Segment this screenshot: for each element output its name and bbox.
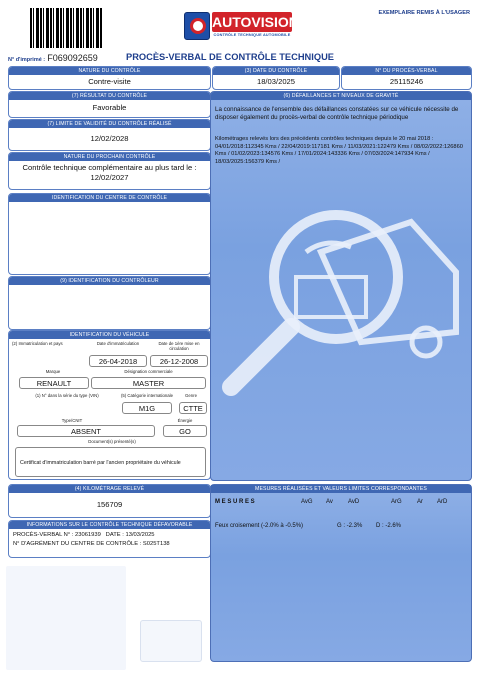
stamp-area [6, 566, 126, 670]
next-control-line2: 12/02/2027 [90, 173, 129, 182]
date-first-label: Date de 1ère mise en circulation [158, 341, 200, 351]
logo-subtext: CONTRÔLE TECHNIQUE AUTOMOBILE [213, 33, 291, 37]
measures-row-g: G : -2.3% [337, 523, 363, 529]
autovision-logo [184, 12, 299, 42]
measures-col-avd: AvD [348, 499, 360, 505]
vehicle-box [8, 330, 211, 480]
measures-col-avg: AvG [301, 499, 313, 505]
centre-label: IDENTIFICATION DU CENTRE DE CONTRÔLE [9, 194, 210, 202]
energy-field: GO [163, 425, 207, 437]
genre-field: CTTE [179, 402, 207, 414]
measures-col-ar: Ar [417, 499, 423, 505]
logo-text: AUTOVISION [212, 14, 299, 30]
date-value: 18/03/2025 [256, 77, 295, 86]
brand-field: RENAULT [19, 377, 89, 389]
category-label: (5) Catégorie internationale [120, 393, 174, 398]
printed-label: N° d'imprimé : [8, 57, 46, 63]
defects-label: (6) DÉFAILLANCES ET NIVEAUX DE GRAVITÉ [211, 92, 471, 100]
docs-value: Certificat d'immatriculation barré par l'ancien propriétaire du véhicule [20, 460, 181, 466]
nature-box [8, 66, 211, 90]
energy-label: Énergie [177, 418, 193, 423]
type-field: ABSENT [17, 425, 155, 437]
mileage-value: 156709 [96, 500, 123, 509]
date-first-field: 26-12-2008 [150, 355, 208, 367]
controller-box [8, 276, 211, 330]
type-label: Type/CNIT [61, 418, 83, 423]
signature-area [140, 620, 202, 662]
printed-number-row [8, 53, 98, 63]
measures-row-d: D : -2.6% [376, 523, 402, 529]
category-field: M1G [122, 402, 172, 414]
model-field: MASTER [91, 377, 206, 389]
vin-label: (1) N° dans la série du type (VIN) [35, 393, 99, 398]
printed-number: F069092659 [47, 53, 98, 63]
measures-col-av: Av [326, 499, 333, 505]
measures-col-arg: ArG [391, 499, 402, 505]
model-label: Désignation commerciale [124, 369, 173, 374]
nature-label: NATURE DU CONTRÔLE [9, 67, 210, 75]
unfavorable-line2: N° D'AGRÉMENT DU CENTRE DE CONTRÔLE : S025T138 [13, 541, 170, 547]
unfavorable-box [8, 520, 211, 558]
docs-label: Document(s) présenté(s) [88, 439, 136, 444]
magnifier-car-watermark-icon [211, 192, 472, 412]
date-label: (3) DATE DU CONTRÔLE [213, 67, 339, 75]
validity-box [8, 119, 211, 151]
defects-para1: La connaissance de l'ensemble des défaillances constatées sur ce véhicule nécessite de disposer également du procès-verbal de contrôle technique périodique [215, 106, 459, 121]
copy-note: EXEMPLAIRE REMIS À L'USAGER [378, 10, 470, 16]
mileage-box [8, 484, 211, 518]
unfavorable-label: INFORMATIONS SUR LE CONTRÔLE TECHNIQUE DÉFAVORABLE [9, 521, 210, 529]
validity-value: 12/02/2028 [90, 134, 129, 143]
result-value: Favorable [92, 103, 127, 112]
vehicle-label: IDENTIFICATION DU VÉHICULE [9, 331, 210, 339]
pv-number-box [341, 66, 472, 90]
defects-panel [210, 91, 472, 481]
mileage-label: (4) KILOMÉTRAGE RELEVÉ [9, 485, 210, 493]
measures-head: M E S U R E S [215, 499, 255, 505]
barcode [30, 8, 102, 48]
pv-number-label: N° DU PROCÈS-VERBAL [342, 67, 471, 75]
document-title: PROCÈS-VERBAL DE CONTRÔLE TECHNIQUE [126, 52, 334, 62]
defects-para2: Kilométrages relevés lors des précédents contrôles techniques depuis le 20 mai 2018 : 04/01/2018:112345 Kms / 22/04/2019:117181 Kms / 11/03/2021:122479 Kms / 08/02/2022:126860 Kms / 01/02/2023:134576 Kms / 17/01/2024:143336 Kms / 07/03/2024:147934 Kms / 18/03/2025:156379 Kms / [215, 136, 463, 165]
measures-label: MESURES RÉALISÉES ET VALEURS LIMITES CORRESPONDANTES [211, 485, 471, 493]
date-immat-field: 26-04-2018 [89, 355, 147, 367]
nature-value: Contre-visite [88, 77, 131, 86]
genre-label: Genre [185, 393, 197, 398]
measures-col-ard: ArD [437, 499, 448, 505]
docs-field [15, 447, 206, 477]
measures-panel [210, 484, 472, 662]
next-control-line1: Contrôle technique complémentaire au plus tard le : [22, 163, 197, 172]
result-label: (7) RÉSULTAT DU CONTRÔLE [9, 92, 210, 100]
logo-emblem-icon [184, 12, 210, 40]
next-control-box [8, 152, 211, 190]
date-box [212, 66, 340, 90]
centre-box [8, 193, 211, 275]
validity-label: (7) LIMITE DE VALIDITÉ DU CONTRÔLE RÉALISÉ [9, 120, 210, 128]
date-immat-label: Date d'immatriculation [96, 341, 140, 346]
controller-label: (9) IDENTIFICATION DU CONTRÔLEUR [9, 277, 210, 285]
pv-number-value: 25115246 [389, 77, 424, 86]
unfavorable-line1: PROCÈS-VERBAL N° : 23061939 DATE : 13/03/2025 [13, 532, 155, 538]
brand-label: Marque [45, 369, 61, 374]
next-control-label: NATURE DU PROCHAIN CONTRÔLE [9, 153, 210, 161]
immat-label: (2) Immatriculation et pays [12, 341, 63, 346]
measures-row-label: Feux croisement (-2.0% à -0.5%) [215, 523, 304, 529]
result-box [8, 91, 211, 118]
